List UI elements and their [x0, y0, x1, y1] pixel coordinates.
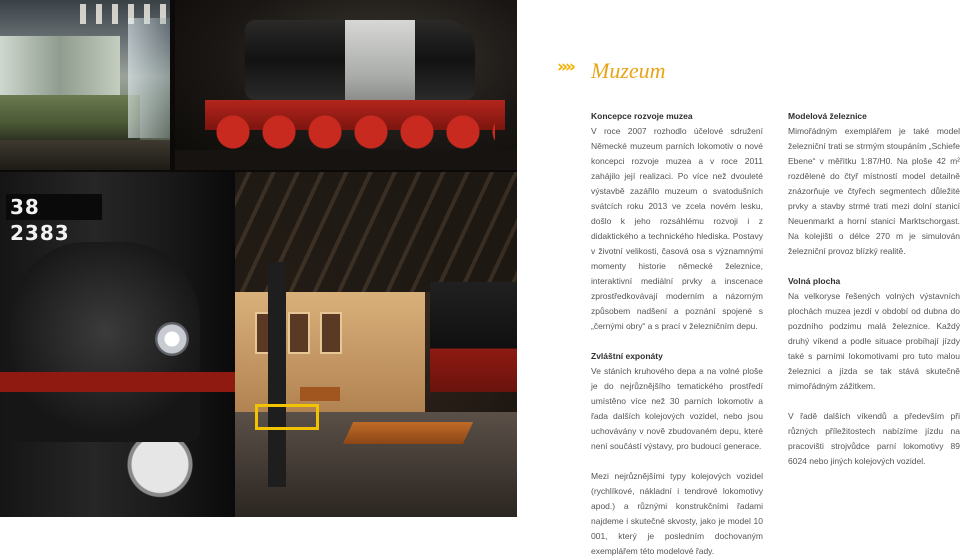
depot-ground	[175, 150, 517, 170]
photo-collage	[0, 0, 517, 517]
locomotive-front	[0, 172, 235, 517]
depot-window	[320, 312, 342, 354]
section-paragraph: V roce 2007 rozhodlo účelové sdružení Německé muzeum parních lokomotiv o nové koncepci rozvoje muzea a v roce 2011 zahájilo její realizaci. Po více než dvouleté výstavbě zazářilo muzeum o svatodušních svátcích roku 2013 ve zcela novém lesku, došlo k jeho rozsáhlému rozvoji i z didaktického a technického hlediska. Postavy v životní velikosti, časová osa s významnými momenty historie německé železnice, interaktivní mediální prvky a inscenace zprostředkovávají moderním a názorným způsobem nadšení a poznání spojené s „černými obry“ a s prací v železničním depu.	[591, 126, 763, 331]
wooden-bench	[343, 422, 473, 444]
section-paragraph: V řadě dalších víkendů a především při různých příležitostech nabízíme jízdu na pracovišti strojvůdce parní lokomotivy 89 6024 nebo jiných kolejových vozidel.	[788, 411, 960, 466]
section-paragraph: Mezi nejrůznějšími typy kolejových vozidel (rychlíkové, nákladní i tendrové lokomotivy apod.) a různými konstrukčními řadami najdeme i skutečné skvosty, jako je model 10 001, který je posledním dochovaným exemplářem této modelové řady.	[591, 471, 763, 556]
yellow-floor-marking	[255, 404, 319, 430]
locomotive-right	[430, 282, 517, 392]
section-paragraph: Ve stáních kruhového depa a na volné ploše je do nejrůznějšího tematického prostředí umístěno více než 30 parních lokomotiv a řada dalších kolejových vozidel, nebo jsou uchovávány v nově zbudovaném depu, které není součástí výstavy, pro budoucí generace.	[591, 366, 763, 451]
text-column-left	[591, 109, 763, 559]
chevron-double-right-icon: »»	[557, 57, 573, 77]
support-pillar	[268, 262, 286, 487]
section-spacer	[591, 334, 763, 349]
section-spacer	[788, 394, 960, 409]
locomotive-wheels	[215, 112, 495, 152]
steam-locomotive-photo	[175, 0, 517, 170]
roundhouse-hall-photo	[0, 172, 517, 517]
headlamp-icon	[155, 322, 189, 356]
section-heading: Modelová železnice	[788, 111, 867, 121]
section-paragraph: Mimořádným exemplářem je také model železniční trati se strmým stoupáním „Schiefe Ebene“ v měřítku 1:87/H0. Na ploše 42 m² rozdělené do čtyř místností model detailně znázorňuje ve čtyřech segmentech důležité prvky a stavby strmé trati mezi dolní stanicí Neuenmarkt a horní stanicí Marktschorgast. Na kolejišti o délce 270 m je simulován železniční provoz blízký realitě.	[788, 126, 960, 256]
section-paragraph: Na velkoryse řešených volných výstavních plochách muzea jezdí v období od dubna do pozdního podzimu malá železnice. Každý druhý víkend a podle situace probíhají jízdy také s parními lokomotivami pro tuto malou železnici a jízda se tak stává skutečně mimořádným zážitkem.	[788, 291, 960, 391]
museum-interior-photo	[0, 0, 170, 170]
model-railway-diorama	[0, 95, 140, 140]
locomotive-buffer-beam	[0, 372, 235, 392]
locomotive-number-plate: 38 2383	[6, 194, 102, 220]
depot-window	[288, 312, 310, 354]
glass-display-case	[128, 18, 170, 138]
section-spacer	[591, 454, 763, 469]
section-heading: Volná plocha	[788, 276, 841, 286]
buffer-icon	[120, 442, 200, 517]
museum-floor	[0, 140, 170, 170]
text-column-right	[788, 109, 960, 469]
page-title: Muzeum	[591, 58, 666, 83]
wooden-bench	[300, 387, 340, 401]
section-heading: Koncepce rozvoje muzea	[591, 111, 693, 121]
section-spacer	[788, 259, 960, 274]
section-heading: Zvláštní exponáty	[591, 351, 663, 361]
